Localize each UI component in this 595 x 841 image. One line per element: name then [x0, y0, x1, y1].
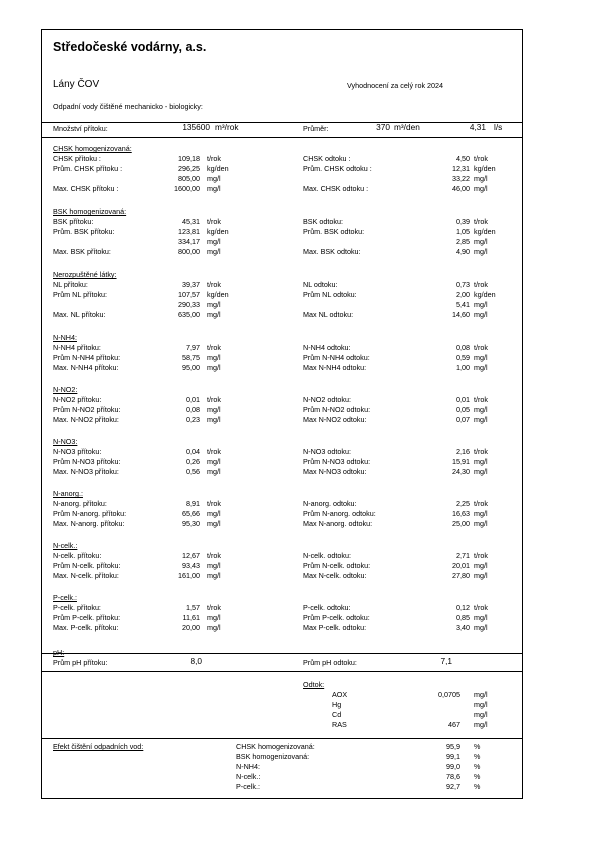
row-value: 95,00 [182, 362, 200, 372]
flow-avg-label: Průměr: [303, 124, 329, 133]
row-label: N-NH4 přítoku: [53, 342, 101, 352]
outflow-row-value: 0,0705 [438, 690, 460, 699]
row-value: 16,63 [452, 508, 470, 518]
row-value: 3,40 [456, 622, 470, 632]
row-value: 109,18 [178, 153, 200, 163]
row-label: N-celk. odtoku: [303, 550, 351, 560]
outflow-row-unit: mg/l [474, 700, 488, 709]
row-unit: mg/l [474, 518, 488, 528]
outflow-row-label: AOX [332, 690, 348, 699]
section-title: CHSK homogenizovaná: [53, 144, 132, 153]
outflow-title: Odtok: [303, 680, 325, 689]
row-label: Prům N-anorg. přítoku: [53, 508, 127, 518]
section-title: N-NO3: [53, 437, 78, 446]
row-label: NL odtoku: [303, 279, 338, 289]
ph-in-value: 8,0 [190, 656, 202, 666]
row-label: CHSK přítoku : [53, 153, 101, 163]
row-value: 4,90 [456, 246, 470, 256]
row-label: Max. BSK přítoku: [53, 246, 111, 256]
row-value: 2,71 [456, 550, 470, 560]
row-label: Prům N-NO3 přítoku: [53, 456, 121, 466]
row-value: 65,66 [182, 508, 200, 518]
row-unit: mg/l [207, 404, 221, 414]
row-unit: t/rok [474, 394, 488, 404]
efficiency-row-label: BSK homogenizovaná: [236, 752, 310, 761]
row-value: 1,05 [456, 226, 470, 236]
row-unit: mg/l [207, 456, 221, 466]
row-unit: mg/l [474, 183, 488, 193]
row-value: 7,97 [186, 342, 200, 352]
row-value: 58,75 [182, 352, 200, 362]
row-label: N-NO3 odtoku: [303, 446, 351, 456]
outflow-row-unit: mg/l [474, 690, 488, 699]
divider [42, 137, 522, 138]
row-label: Prům. BSK odtoku: [303, 226, 365, 236]
row-unit: mg/l [207, 570, 221, 580]
row-unit: mg/l [207, 414, 221, 424]
section-title: N-anorg.: [53, 489, 83, 498]
row-unit: t/rok [207, 446, 221, 456]
row-value: 0,01 [186, 394, 200, 404]
row-value: 93,43 [182, 560, 200, 570]
ph-in-label: Prům pH přítoku: [53, 658, 108, 667]
row-unit: mg/l [207, 362, 221, 372]
efficiency-row-label: N-NH4: [236, 762, 260, 771]
row-unit: mg/l [474, 362, 488, 372]
row-value: 0,56 [186, 466, 200, 476]
ph-title: pH: [53, 648, 65, 657]
row-unit: mg/l [207, 173, 221, 183]
row-label: Max. NL přítoku: [53, 309, 106, 319]
row-value: 5,41 [456, 299, 470, 309]
row-unit: t/rok [207, 394, 221, 404]
row-unit: mg/l [207, 183, 221, 193]
row-value: 0,26 [186, 456, 200, 466]
row-value: 0,08 [456, 342, 470, 352]
row-value: 0,12 [456, 602, 470, 612]
row-unit: mg/l [474, 414, 488, 424]
row-unit: t/rok [474, 550, 488, 560]
row-value: 0,59 [456, 352, 470, 362]
row-value: 123,81 [178, 226, 200, 236]
row-label: N-NH4 odtoku: [303, 342, 351, 352]
row-value: 334,17 [178, 236, 200, 246]
row-label: Prům. CHSK přítoku : [53, 163, 123, 173]
row-value: 0,73 [456, 279, 470, 289]
efficiency-row-unit: % [474, 752, 481, 761]
row-unit: mg/l [207, 508, 221, 518]
row-label: N-NO2 odtoku: [303, 394, 351, 404]
row-unit: t/rok [474, 342, 488, 352]
efficiency-row-label: P-celk.: [236, 782, 260, 791]
row-unit: mg/l [474, 622, 488, 632]
divider [42, 671, 522, 672]
row-unit: t/rok [474, 216, 488, 226]
row-unit: mg/l [474, 466, 488, 476]
row-value: 12,67 [182, 550, 200, 560]
row-value: 8,91 [186, 498, 200, 508]
section-title: N-celk.: [53, 541, 78, 550]
row-value: 15,91 [452, 456, 470, 466]
row-unit: mg/l [207, 299, 221, 309]
row-unit: mg/l [474, 612, 488, 622]
flow-avg-unit: m³/den [394, 122, 420, 132]
outflow-row-unit: mg/l [474, 720, 488, 729]
row-value: 0,05 [456, 404, 470, 414]
row-label: Prům P-celk. přítoku: [53, 612, 121, 622]
efficiency-title: Efekt čištění odpadních vod: [53, 742, 144, 751]
row-value: 0,04 [186, 446, 200, 456]
efficiency-row-label: CHSK homogenizovaná: [236, 742, 315, 751]
flow-avg-value: 370 [376, 122, 390, 132]
row-value: 800,00 [178, 246, 200, 256]
row-label: Max. N-NO3 přítoku: [53, 466, 119, 476]
row-label: Prům N-anorg. odtoku: [303, 508, 376, 518]
row-label: Max P-celk. odtoku: [303, 622, 367, 632]
row-value: 805,00 [178, 173, 200, 183]
row-label: Prům P-celk. odtoku: [303, 612, 370, 622]
row-label: P-celk. odtoku: [303, 602, 351, 612]
row-unit: kg/den [207, 163, 229, 173]
divider [42, 653, 522, 654]
row-unit: mg/l [474, 299, 488, 309]
row-value: 0,07 [456, 414, 470, 424]
row-unit: t/rok [474, 153, 488, 163]
row-label: NL přítoku: [53, 279, 88, 289]
row-value: 45,31 [182, 216, 200, 226]
efficiency-row-label: N-celk.: [236, 772, 261, 781]
flow-ls-unit: l/s [494, 122, 503, 132]
water-type: Odpadní vody čištěné mechanicko - biologicky: [53, 102, 203, 111]
row-label: Prům N-celk. odtoku: [303, 560, 371, 570]
efficiency-row-unit: % [474, 772, 481, 781]
row-label: Max. N-NO2 přítoku: [53, 414, 119, 424]
row-unit: mg/l [474, 236, 488, 246]
row-unit: mg/l [474, 246, 488, 256]
row-label: N-NO3 přítoku: [53, 446, 102, 456]
plant-name: Lány ČOV [53, 79, 100, 90]
row-unit: mg/l [207, 309, 221, 319]
outflow-row-label: RAS [332, 720, 347, 729]
row-label: Prům. CHSK odtoku : [303, 163, 372, 173]
efficiency-row-value: 78,6 [446, 772, 460, 781]
row-label: Prům N-NH4 odtoku: [303, 352, 370, 362]
row-unit: mg/l [474, 456, 488, 466]
section-title: BSK homogenizovaná: [53, 207, 127, 216]
row-label: Max. P-celk. přítoku: [53, 622, 119, 632]
row-value: 2,85 [456, 236, 470, 246]
ph-out-value: 7,1 [440, 656, 452, 666]
row-value: 635,00 [178, 309, 200, 319]
row-label: Max. BSK odtoku: [303, 246, 361, 256]
row-value: 11,61 [182, 612, 200, 622]
row-label: N-celk. přítoku: [53, 550, 102, 560]
row-label: Max N-anorg. odtoku: [303, 518, 373, 528]
row-value: 14,60 [452, 309, 470, 319]
row-value: 25,00 [452, 518, 470, 528]
ph-out-label: Prům pH odtoku: [303, 658, 357, 667]
flow-unit: m³/rok [215, 122, 239, 132]
row-unit: mg/l [474, 404, 488, 414]
flow-ls-value: 4,31 [469, 122, 486, 132]
row-value: 296,25 [178, 163, 200, 173]
row-label: Max N-NH4 odtoku: [303, 362, 367, 372]
row-unit: kg/den [474, 289, 496, 299]
divider [42, 122, 522, 123]
row-value: 46,00 [452, 183, 470, 193]
row-label: Prům NL přítoku: [53, 289, 108, 299]
row-unit: mg/l [207, 518, 221, 528]
row-label: BSK přítoku: [53, 216, 94, 226]
row-value: 161,00 [178, 570, 200, 580]
row-value: 2,16 [456, 446, 470, 456]
row-value: 4,50 [456, 153, 470, 163]
row-unit: mg/l [207, 236, 221, 246]
row-value: 39,37 [182, 279, 200, 289]
row-unit: kg/den [474, 226, 496, 236]
row-value: 20,00 [182, 622, 200, 632]
row-value: 1600,00 [174, 183, 200, 193]
row-unit: mg/l [474, 560, 488, 570]
row-value: 95,30 [182, 518, 200, 528]
row-value: 2,00 [456, 289, 470, 299]
row-label: P-celk. přítoku: [53, 602, 101, 612]
row-label: Max N-celk. odtoku: [303, 570, 367, 580]
row-value: 0,01 [456, 394, 470, 404]
row-value: 0,23 [186, 414, 200, 424]
row-unit: t/rok [474, 279, 488, 289]
row-value: 12,31 [452, 163, 470, 173]
company-name: Středočeské vodárny, a.s. [53, 40, 207, 54]
row-label: Prům N-celk. přítoku: [53, 560, 121, 570]
row-unit: mg/l [474, 309, 488, 319]
row-value: 2,25 [456, 498, 470, 508]
row-unit: mg/l [207, 246, 221, 256]
row-value: 0,39 [456, 216, 470, 226]
section-title: N-NO2: [53, 385, 78, 394]
row-value: 20,01 [452, 560, 470, 570]
row-unit: kg/den [207, 226, 229, 236]
efficiency-row-value: 95,9 [446, 742, 460, 751]
row-label: Prům NL odtoku: [303, 289, 357, 299]
row-label: Prům N-NH4 přítoku: [53, 352, 121, 362]
row-unit: mg/l [207, 466, 221, 476]
row-unit: t/rok [474, 498, 488, 508]
efficiency-row-value: 99,1 [446, 752, 460, 761]
row-label: Max. N-NH4 přítoku: [53, 362, 119, 372]
section-title: Nerozpuštěné látky: [53, 270, 117, 279]
evaluation-period: Vyhodnocení za celý rok 2024 [347, 81, 444, 90]
row-label: Max. CHSK odtoku : [303, 183, 369, 193]
row-value: 290,33 [178, 299, 200, 309]
row-label: Max. N-anorg. přítoku: [53, 518, 125, 528]
row-value: 1,57 [186, 602, 200, 612]
efficiency-row-unit: % [474, 742, 481, 751]
row-label: Prům N-NO3 odtoku: [303, 456, 371, 466]
row-label: N-anorg. odtoku: [303, 498, 357, 508]
row-value: 0,08 [186, 404, 200, 414]
efficiency-row-value: 92,7 [446, 782, 460, 791]
row-value: 107,57 [178, 289, 200, 299]
row-label: Max NL odtoku: [303, 309, 354, 319]
row-unit: t/rok [207, 279, 221, 289]
row-label: Prům. BSK přítoku: [53, 226, 115, 236]
row-unit: kg/den [474, 163, 496, 173]
row-unit: mg/l [474, 570, 488, 580]
row-unit: mg/l [474, 173, 488, 183]
row-label: BSK odtoku: [303, 216, 343, 226]
section-title: P-celk.: [53, 593, 77, 602]
row-value: 0,85 [456, 612, 470, 622]
row-unit: kg/den [207, 289, 229, 299]
efficiency-row-unit: % [474, 762, 481, 771]
row-unit: t/rok [207, 342, 221, 352]
row-label: N-NO2 přítoku: [53, 394, 102, 404]
row-label: Prům N-NO2 přítoku: [53, 404, 121, 414]
row-unit: t/rok [207, 602, 221, 612]
row-unit: mg/l [207, 560, 221, 570]
divider [42, 738, 522, 739]
row-unit: mg/l [207, 622, 221, 632]
row-unit: t/rok [207, 216, 221, 226]
row-unit: mg/l [474, 508, 488, 518]
section-title: N-NH4: [53, 333, 77, 342]
row-label: CHSK odtoku : [303, 153, 351, 163]
row-unit: mg/l [207, 612, 221, 622]
row-label: Max. CHSK přítoku : [53, 183, 119, 193]
efficiency-row-value: 99,0 [446, 762, 460, 771]
outflow-row-unit: mg/l [474, 710, 488, 719]
row-unit: t/rok [207, 498, 221, 508]
row-label: N-anorg. přítoku: [53, 498, 107, 508]
flow-label: Množství přítoku: [53, 124, 108, 133]
efficiency-row-unit: % [474, 782, 481, 791]
row-unit: mg/l [474, 352, 488, 362]
flow-value: 135600 [182, 122, 210, 132]
row-value: 27,80 [452, 570, 470, 580]
row-value: 24,30 [452, 466, 470, 476]
row-label: Max N-NO2 odtoku: [303, 414, 367, 424]
row-value: 33,22 [452, 173, 470, 183]
row-unit: t/rok [474, 602, 488, 612]
outflow-row-label: Cd [332, 710, 342, 719]
row-unit: t/rok [474, 446, 488, 456]
row-unit: mg/l [207, 352, 221, 362]
row-label: Max. N-celk. přítoku: [53, 570, 119, 580]
outflow-row-label: Hg [332, 700, 342, 709]
row-unit: t/rok [207, 550, 221, 560]
row-label: Prům N-NO2 odtoku: [303, 404, 371, 414]
row-unit: t/rok [207, 153, 221, 163]
row-value: 1,00 [456, 362, 470, 372]
row-label: Max N-NO3 odtoku: [303, 466, 367, 476]
outflow-row-value: 467 [448, 720, 460, 729]
